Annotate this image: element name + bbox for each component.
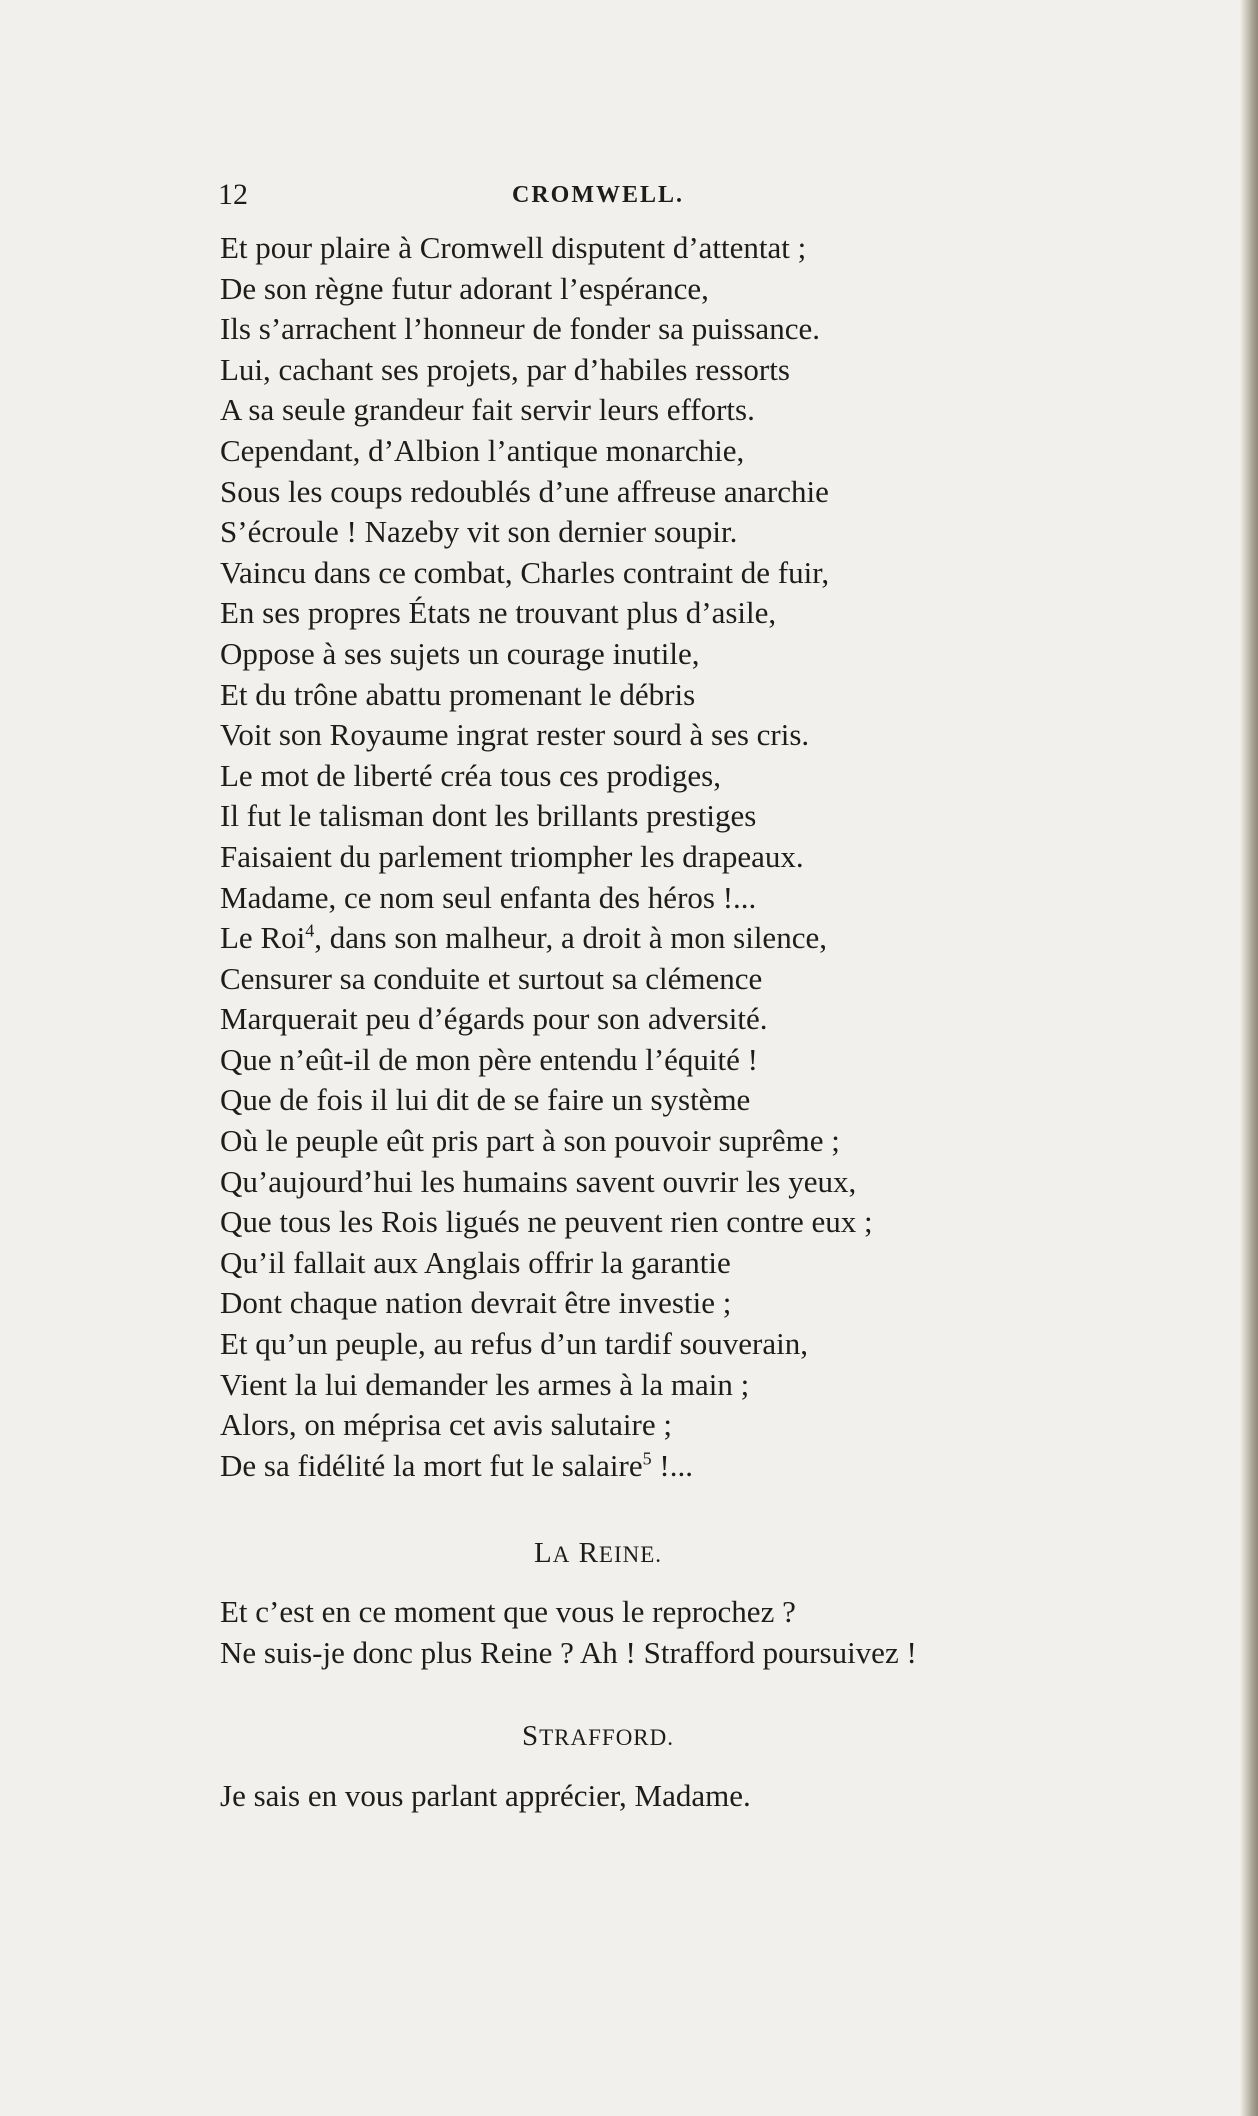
verse-line: Censurer sa conduite et surtout sa clémence xyxy=(220,960,763,996)
verse-line: Voit son Royaume ingrat rester sourd à ses cris. xyxy=(220,717,810,753)
verse-line: Le Roi$^4$, dans son malheur, a droit à mon silence, xyxy=(220,920,827,956)
footnote-reference: 4 xyxy=(305,920,315,941)
verse-block xyxy=(220,228,1220,1486)
verse-line: En ses propres États ne trouvant plus d’asile, xyxy=(220,595,777,631)
verse-line: Le mot de liberté créa tous ces prodiges, xyxy=(220,757,721,793)
verse-line: Madame, ce nom seul enfanta des héros !... xyxy=(220,879,757,915)
verse-line: Alors, on méprisa cet avis salutaire ; xyxy=(220,1407,672,1443)
verse-line: Vient la lui demander les armes à la main ; xyxy=(220,1366,750,1402)
verse-line: Cependant, d’Albion l’antique monarchie, xyxy=(220,432,745,468)
verse-line: Dont chaque nation devrait être investie ; xyxy=(220,1285,732,1321)
verse-line: Lui, cachant ses projets, par d’habiles ressorts xyxy=(220,351,790,387)
verse-line: Et qu’un peuple, au refus d’un tardif souverain, xyxy=(220,1326,808,1362)
verse-line: Qu’il fallait aux Anglais offrir la garantie xyxy=(220,1244,731,1280)
speaker-name-strafford: STRAFFORD. xyxy=(521,1720,675,1752)
verse-line: Vaincu dans ce combat, Charles contraint de fuir, xyxy=(220,554,830,590)
verse-line: Ne suis-je donc plus Reine ? Ah ! Strafford poursuivez ! xyxy=(220,1634,917,1670)
verse-line: A sa seule grandeur fait servir leurs efforts. xyxy=(220,392,755,428)
verse-line: Sous les coups redoublés d’une affreuse anarchie xyxy=(220,473,829,509)
verse-line: Il fut le talisman dont les brillants prestiges xyxy=(220,798,757,834)
verse-line: S’écroule ! Nazeby vit son dernier soupir. xyxy=(220,514,738,550)
verse-line: Je sais en vous parlant apprécier, Madame. xyxy=(220,1778,751,1813)
verse-line: Que de fois il lui dit de se faire un système xyxy=(220,1082,751,1118)
verse-line: Que tous les Rois ligués ne peuvent rien contre eux ; xyxy=(220,1204,873,1240)
footnote-reference: 5 xyxy=(642,1448,652,1469)
verse-line: Oppose à ses sujets un courage inutile, xyxy=(220,635,700,671)
verse-line: Et pour plaire à Cromwell disputent d’attentat ; xyxy=(220,230,807,265)
queen-verse-block xyxy=(220,1592,1220,1673)
strafford-verse-block xyxy=(220,1776,1220,1817)
verse-line: Où le peuple eût pris part à son pouvoir suprême ; xyxy=(220,1123,840,1159)
verse-line: Faisaient du parlement triompher les drapeaux. xyxy=(220,838,804,874)
page-gutter-shadow xyxy=(1240,0,1258,2116)
running-title: CROMWELL. xyxy=(511,182,684,208)
verse-line: Que n’eût-il de mon père entendu l’équité ! xyxy=(220,1041,758,1077)
verse-line: Marquerait peu d’égards pour son adversité. xyxy=(220,1001,768,1037)
verse-line: Et du trône abattu promenant le débris xyxy=(220,676,696,712)
verse-line: De sa fidélité la mort fut le salaire$^5$ !... xyxy=(220,1447,693,1483)
verse-line: Et c’est en ce moment que vous le reprochez ? xyxy=(220,1594,796,1629)
verse-line: Ils s’arrachent l’honneur de fonder sa puissance. xyxy=(220,311,820,347)
verse-line: Qu’aujourd’hui les humains savent ouvrir les yeux, xyxy=(220,1163,857,1199)
verse-line: De son règne futur adorant l’espérance, xyxy=(220,270,709,306)
page-header xyxy=(218,178,978,218)
speaker-name-la-reine: LA REINE. xyxy=(533,1537,663,1569)
page-number: 12 xyxy=(218,178,248,211)
